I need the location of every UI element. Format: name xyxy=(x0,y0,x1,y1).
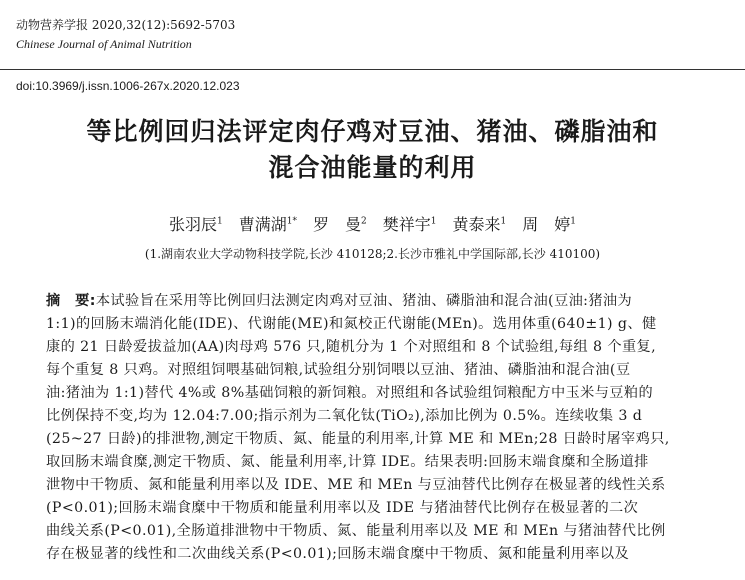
author-1 xyxy=(239,215,297,234)
author-affiliation-mark: 1 xyxy=(217,216,223,227)
abstract-line-6: (25~27 日龄)的排泄物,测定干物质、氮、能量的利用率,计算 ME 和 MEn;28 日龄时屠宰鸡只, xyxy=(46,431,670,447)
abstract-label: 摘 要: xyxy=(46,293,96,309)
author-5 xyxy=(522,215,576,234)
author-affiliation-mark: 1* xyxy=(286,216,297,227)
author-name: 罗 曼 xyxy=(313,215,362,234)
author-affiliation-mark: 1 xyxy=(430,216,437,227)
author-name: 黄泰来 xyxy=(452,215,501,234)
author-affiliation-mark: 1 xyxy=(500,216,507,227)
abstract-line-8: 泄物中干物质、氮和能量利用率以及 IDE、ME 和 MEn 与豆油替代比例存在极显著的线性关系 xyxy=(46,477,666,493)
abstract-line-4: 油:猪油为 1:1)替代 4%或 8%基础饲粮的新饲粮。对照组和各试验组饲粮配方中玉米与豆粕的 xyxy=(46,385,654,401)
abstract-text: 本试验旨在采用等比例回归法测定肉鸡对豆油、猪油、磷脂油和混合油(豆油:猪油为 xyxy=(95,293,633,309)
abstract-line-11: 存在极显著的线性和二次曲线关系(P<0.01);回肠末端食糜中干物质、氮和能量利用率以及 xyxy=(46,546,630,562)
paper-title-line-1: 等比例回归法评定肉仔鸡对豆油、猪油、磷脂油和 xyxy=(86,117,659,146)
paper-title-line-2: 混合油能量的利用 xyxy=(268,153,477,182)
abstract-line-10: 曲线关系(P<0.01),全肠道排泄物中干物质、氮、能量利用率以及 ME 和 MEn 与猪油替代比例 xyxy=(46,523,666,539)
header-divider xyxy=(0,69,745,70)
doi-link[interactable]: doi:10.3969/j.issn.1006-267x.2020.12.023 xyxy=(16,79,240,93)
author-name: 曹满湖 xyxy=(238,215,287,234)
abstract-line-2: 康的 21 日龄爱拔益加(AA)肉母鸡 576 只,随机分为 1 个对照组和 8 个试验组,每组 8 个重复, xyxy=(46,339,657,355)
author-4 xyxy=(453,215,507,234)
abstract xyxy=(46,290,722,566)
author-name: 樊祥宇 xyxy=(382,215,431,234)
abstract-line-5: 比例保持不变,均为 12.04:7.00;指示剂为二氧化钛(TiO₂),添加比例为 0.5%。连续收集 3 d xyxy=(46,408,643,424)
author-list xyxy=(0,215,745,235)
abstract-line-0 xyxy=(46,290,722,313)
author-0 xyxy=(169,215,223,234)
abstract-line-7: 取回肠末端食糜,测定干物质、氮、能量利用率,计算 IDE。结果表明:回肠末端食糜和全肠道排 xyxy=(46,454,649,470)
author-affiliation-mark: 1 xyxy=(570,216,576,227)
abstract-line-9: (P<0.01);回肠末端食糜中干物质和能量利用率以及 IDE 与猪油替代比例存在极显著的二次 xyxy=(46,500,639,516)
journal-citation-cn: 动物营养学报 2020,32(12):5692-5703 xyxy=(16,18,236,32)
author-3 xyxy=(383,215,437,234)
affiliations: (1.湖南农业大学动物科技学院,长沙 410128;2.长沙市雅礼中学国际部,长沙 410100) xyxy=(144,247,601,261)
author-2 xyxy=(313,215,367,234)
author-affiliation-mark: 2 xyxy=(361,216,367,227)
abstract-line-1: 1:1)的回肠末端消化能(IDE)、代谢能(ME)和氮校正代谢能(MEn)。选用体重(640±1) g、健 xyxy=(46,316,657,332)
author-name: 张羽辰 xyxy=(169,215,218,234)
abstract-line-3: 每个重复 8 只鸡。对照组饲喂基础饲粮,试验组分别饲喂以豆油、猪油、磷脂油和混合油(豆 xyxy=(46,362,631,378)
author-name: 周 婷 xyxy=(522,215,571,234)
journal-name-en: Chinese Journal of Animal Nutrition xyxy=(16,37,192,51)
